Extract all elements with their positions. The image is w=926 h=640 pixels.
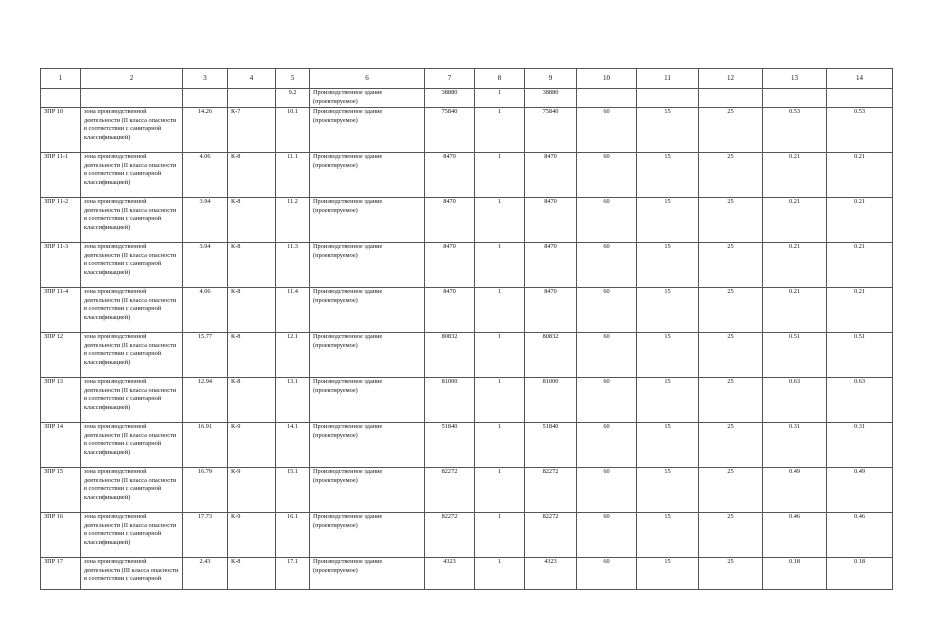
data-table	[40, 68, 893, 590]
table-cell-col-3: 3.94	[183, 198, 228, 243]
document-page	[40, 68, 892, 590]
table-cell-col-3: 16.79	[183, 468, 228, 513]
table-cell-col-13: 0.31	[763, 423, 827, 468]
column-header-3: 3	[183, 69, 228, 89]
table-cell-col-3: 17.73	[183, 513, 228, 558]
table-cell-col-14: 0.21	[827, 288, 893, 333]
table-cell-col-14: 0.21	[827, 198, 893, 243]
table-header-row	[41, 69, 893, 89]
table-cell-col-9: 8470	[525, 288, 577, 333]
table-cell-col-13: 0.63	[763, 378, 827, 423]
table-cell-col-2: зона производственной деятельности (II класса опасности в соответствии с санитарной классификацией)	[81, 513, 183, 558]
table-cell-col-13: 0.21	[763, 243, 827, 288]
column-header-10: 10	[577, 69, 637, 89]
table-cell-col-7: 38880	[425, 89, 475, 108]
table-cell-col-11: 15	[637, 243, 699, 288]
table-cell-col-9: 8470	[525, 153, 577, 198]
table-cell-col-13: 0.53	[763, 108, 827, 153]
table-cell-col-7: 8470	[425, 153, 475, 198]
table-cell-col-3: 15.77	[183, 333, 228, 378]
table-cell-col-9: 4323	[525, 558, 577, 590]
table-cell-col-13: 0.21	[763, 153, 827, 198]
table-cell-col-10: 60	[577, 243, 637, 288]
table-cell-col-8: 1	[475, 243, 525, 288]
table-cell-col-6: Производственное здание (проектируемое)	[310, 108, 425, 153]
table-cell-col-11	[637, 89, 699, 108]
table-cell-col-8: 1	[475, 333, 525, 378]
table-cell-col-2: зона производственной деятельности (II класса опасности в соответствии с санитарной классификацией)	[81, 288, 183, 333]
column-header-8: 8	[475, 69, 525, 89]
table-cell-col-1: ЗПР 11-3	[41, 243, 81, 288]
table-cell-col-11: 15	[637, 378, 699, 423]
table-cell-col-5: 11.2	[276, 198, 310, 243]
table-cell-col-2: зона производственной деятельности (II класса опасности в соответствии с санитарной классификацией)	[81, 333, 183, 378]
table-cell-col-12: 25	[699, 243, 763, 288]
table-cell-col-12	[699, 89, 763, 108]
table-cell-col-14: 0.49	[827, 468, 893, 513]
table-cell-col-6: Производственное здание (проектируемое)	[310, 198, 425, 243]
table-cell-col-1: ЗПР 12	[41, 333, 81, 378]
table-cell-col-10: 60	[577, 423, 637, 468]
table-cell-col-11: 15	[637, 513, 699, 558]
table-cell-col-12: 25	[699, 198, 763, 243]
table-cell-col-12: 25	[699, 558, 763, 590]
table-cell-col-1	[41, 89, 81, 108]
table-cell-col-14	[827, 89, 893, 108]
table-cell-col-9: 75840	[525, 108, 577, 153]
table-cell-col-12: 25	[699, 513, 763, 558]
table-cell-col-11: 15	[637, 153, 699, 198]
table-cell-col-6: Производственное здание (проектируемое)	[310, 89, 425, 108]
column-header-11: 11	[637, 69, 699, 89]
table-cell-col-14: 0.31	[827, 423, 893, 468]
table-cell-col-9: 81000	[525, 378, 577, 423]
table-cell-col-7: 4323	[425, 558, 475, 590]
table-cell-col-8: 1	[475, 108, 525, 153]
table-cell-col-7: 80832	[425, 333, 475, 378]
table-cell-col-6: Производственное здание (проектируемое)	[310, 423, 425, 468]
table-cell-col-2: зона производственной деятельности (II класса опасности в соответствии с санитарной классификацией)	[81, 378, 183, 423]
table-cell-col-4: К-8	[228, 558, 276, 590]
table-row	[41, 423, 893, 468]
table-cell-col-2: зона производственной деятельности (II класса опасности в соответствии с санитарной классификацией)	[81, 153, 183, 198]
table-row	[41, 558, 893, 590]
table-cell-col-13: 0.49	[763, 468, 827, 513]
table-cell-col-8: 1	[475, 378, 525, 423]
table-cell-col-3: 4.06	[183, 288, 228, 333]
table-cell-col-5: 11.4	[276, 288, 310, 333]
table-cell-col-7: 8470	[425, 288, 475, 333]
table-cell-col-1: ЗПР 15	[41, 468, 81, 513]
table-cell-col-14: 0.63	[827, 378, 893, 423]
table-cell-col-1: ЗПР 13	[41, 378, 81, 423]
table-cell-col-9: 82272	[525, 468, 577, 513]
table-cell-col-6: Производственное здание (проектируемое)	[310, 513, 425, 558]
table-cell-col-9: 8470	[525, 198, 577, 243]
table-cell-col-14: 0.21	[827, 243, 893, 288]
column-header-6: 6	[310, 69, 425, 89]
table-cell-col-2: зона производственной деятельности (III класса опасности в соответствии с санитарной	[81, 558, 183, 590]
table-cell-col-3: 14.26	[183, 108, 228, 153]
table-cell-col-2: зона производственной деятельности (II класса опасности в соответствии с санитарной классификацией)	[81, 423, 183, 468]
table-row	[41, 243, 893, 288]
table-cell-col-8: 1	[475, 468, 525, 513]
column-header-5: 5	[276, 69, 310, 89]
table-cell-col-5: 16.1	[276, 513, 310, 558]
table-cell-col-6: Производственное здание (проектируемое)	[310, 243, 425, 288]
table-cell-col-12: 25	[699, 333, 763, 378]
table-cell-col-11: 15	[637, 288, 699, 333]
table-cell-col-4: К-9	[228, 513, 276, 558]
table-cell-col-5: 11.3	[276, 243, 310, 288]
table-cell-col-2: зона производственной деятельности (II класса опасности в соответствии с санитарной классификацией)	[81, 468, 183, 513]
table-cell-col-3: 4.06	[183, 153, 228, 198]
table-cell-col-13: 0.46	[763, 513, 827, 558]
table-cell-col-3: 2.43	[183, 558, 228, 590]
table-cell-col-8: 1	[475, 153, 525, 198]
table-cell-col-7: 51840	[425, 423, 475, 468]
table-cell-col-5: 11.1	[276, 153, 310, 198]
table-cell-col-14: 0.21	[827, 153, 893, 198]
table-cell-col-12: 25	[699, 108, 763, 153]
table-row	[41, 468, 893, 513]
table-cell-col-13: 0.21	[763, 198, 827, 243]
column-header-12: 12	[699, 69, 763, 89]
table-cell-col-1: ЗПР 16	[41, 513, 81, 558]
table-cell-col-5: 12.1	[276, 333, 310, 378]
table-cell-col-7: 8470	[425, 198, 475, 243]
table-cell-col-1: ЗПР 11-4	[41, 288, 81, 333]
table-cell-col-13: 0.18	[763, 558, 827, 590]
table-cell-col-9: 82272	[525, 513, 577, 558]
table-cell-col-10: 60	[577, 468, 637, 513]
table-cell-col-8: 1	[475, 558, 525, 590]
table-cell-col-12: 25	[699, 468, 763, 513]
table-cell-col-4: К-8	[228, 243, 276, 288]
table-cell-col-7: 75840	[425, 108, 475, 153]
table-cell-col-8: 1	[475, 288, 525, 333]
table-row	[41, 108, 893, 153]
table-cell-col-2: зона производственной деятельности (II класса опасности в соответствии с санитарной классификацией)	[81, 108, 183, 153]
table-cell-col-4: К-7	[228, 108, 276, 153]
table-cell-col-1: ЗПР 10	[41, 108, 81, 153]
table-cell-col-9: 38880	[525, 89, 577, 108]
table-row	[41, 288, 893, 333]
table-cell-col-1: ЗПР 14	[41, 423, 81, 468]
column-header-4: 4	[228, 69, 276, 89]
table-cell-col-2: зона производственной деятельности (II класса опасности в соответствии с санитарной классификацией)	[81, 198, 183, 243]
table-cell-col-6: Производственное здание (проектируемое)	[310, 153, 425, 198]
table-cell-col-10: 60	[577, 513, 637, 558]
table-cell-col-11: 15	[637, 108, 699, 153]
table-cell-col-8: 1	[475, 89, 525, 108]
table-cell-col-10: 60	[577, 288, 637, 333]
table-cell-col-2	[81, 89, 183, 108]
table-cell-col-5: 17.1	[276, 558, 310, 590]
table-cell-col-13	[763, 89, 827, 108]
table-cell-col-5: 10.1	[276, 108, 310, 153]
table-cell-col-10: 60	[577, 153, 637, 198]
column-header-13: 13	[763, 69, 827, 89]
table-cell-col-3: 12.94	[183, 378, 228, 423]
table-cell-col-8: 1	[475, 423, 525, 468]
table-cell-col-9: 51840	[525, 423, 577, 468]
table-cell-col-13: 0.51	[763, 333, 827, 378]
table-cell-col-7: 82272	[425, 468, 475, 513]
table-cell-col-4: К-9	[228, 468, 276, 513]
table-cell-col-12: 25	[699, 153, 763, 198]
table-cell-col-10: 60	[577, 108, 637, 153]
table-cell-col-10: 60	[577, 378, 637, 423]
table-cell-col-10: 60	[577, 198, 637, 243]
table-cell-col-5: 13.1	[276, 378, 310, 423]
table-cell-col-3: 16.91	[183, 423, 228, 468]
table-cell-col-10: 60	[577, 333, 637, 378]
table-cell-col-4: К-8	[228, 288, 276, 333]
table-cell-col-11: 15	[637, 198, 699, 243]
table-row	[41, 153, 893, 198]
table-cell-col-5: 15.1	[276, 468, 310, 513]
table-cell-col-3: 3.94	[183, 243, 228, 288]
table-cell-col-11: 15	[637, 423, 699, 468]
table-cell-col-14: 0.46	[827, 513, 893, 558]
table-cell-col-11: 15	[637, 558, 699, 590]
table-cell-col-14: 0.53	[827, 108, 893, 153]
table-cell-col-13: 0.21	[763, 288, 827, 333]
table-cell-col-5: 14.1	[276, 423, 310, 468]
table-cell-col-9: 80832	[525, 333, 577, 378]
table-cell-col-10	[577, 89, 637, 108]
table-cell-col-4: К-8	[228, 333, 276, 378]
table-cell-col-6: Производственное здание (проектируемое)	[310, 468, 425, 513]
table-cell-col-8: 1	[475, 198, 525, 243]
table-row	[41, 333, 893, 378]
table-cell-col-4	[228, 89, 276, 108]
table-cell-col-6: Производственное здание (проектируемое)	[310, 333, 425, 378]
column-header-9: 9	[525, 69, 577, 89]
table-cell-col-7: 81000	[425, 378, 475, 423]
table-cell-col-11: 15	[637, 333, 699, 378]
table-cell-col-6: Производственное здание (проектируемое)	[310, 288, 425, 333]
table-cell-col-11: 15	[637, 468, 699, 513]
table-row	[41, 513, 893, 558]
table-cell-col-14: 0.51	[827, 333, 893, 378]
table-row	[41, 89, 893, 108]
table-cell-col-7: 82272	[425, 513, 475, 558]
table-cell-col-4: К-9	[228, 423, 276, 468]
table-cell-col-2: зона производственной деятельности (II класса опасности в соответствии с санитарной классификацией)	[81, 243, 183, 288]
table-cell-col-8: 1	[475, 513, 525, 558]
column-header-1: 1	[41, 69, 81, 89]
table-cell-col-7: 8470	[425, 243, 475, 288]
table-cell-col-9: 8470	[525, 243, 577, 288]
table-cell-col-1: ЗПР 17	[41, 558, 81, 590]
column-header-7: 7	[425, 69, 475, 89]
table-row	[41, 378, 893, 423]
table-cell-col-12: 25	[699, 423, 763, 468]
column-header-2: 2	[81, 69, 183, 89]
table-cell-col-6: Производственное здание (проектируемое)	[310, 558, 425, 590]
table-cell-col-12: 25	[699, 378, 763, 423]
table-cell-col-6: Производственное здание (проектируемое)	[310, 378, 425, 423]
table-cell-col-5: 9.2	[276, 89, 310, 108]
table-cell-col-14: 0.18	[827, 558, 893, 590]
table-row	[41, 198, 893, 243]
table-cell-col-1: ЗПР 11-1	[41, 153, 81, 198]
table-cell-col-12: 25	[699, 288, 763, 333]
table-cell-col-1: ЗПР 11-2	[41, 198, 81, 243]
table-body	[41, 89, 893, 590]
column-header-14: 14	[827, 69, 893, 89]
table-cell-col-4: К-8	[228, 198, 276, 243]
table-cell-col-3	[183, 89, 228, 108]
table-cell-col-4: К-8	[228, 153, 276, 198]
table-cell-col-4: К-8	[228, 378, 276, 423]
table-cell-col-10: 60	[577, 558, 637, 590]
